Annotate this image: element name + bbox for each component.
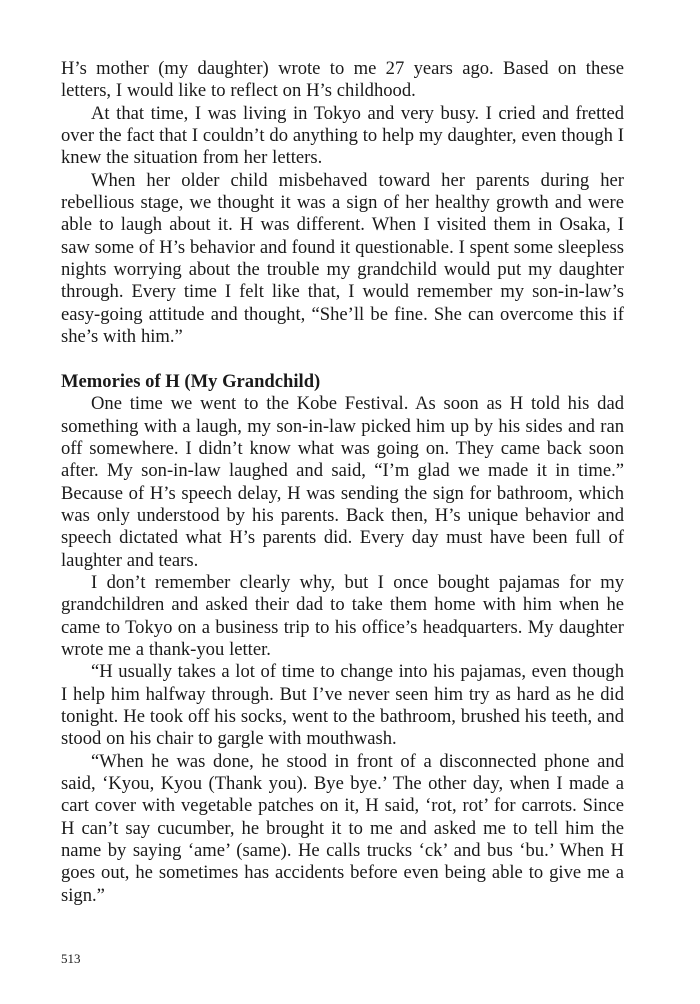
paragraph-intro: H’s mother (my daughter) wrote to me 27 years ago. Based on these letters, I would like to reflect on H’s childhood.	[61, 58, 624, 102]
page-number: 513	[61, 951, 81, 966]
paragraph-letter-quote-1: “H usually takes a lot of time to change into his pajamas, even though I help him halfway through. But I’ve never seen him try as hard as he did tonight. He took off his socks, went to the bathroom, brushed his teeth, and stood on his chair to gargle with mouthwash.	[61, 661, 624, 750]
paragraph-kobe-festival: One time we went to the Kobe Festival. As soon as H told his dad something with a laugh, my son-in-law picked him up by his sides and ran off somewhere. I didn’t know what was going on. They came back soon after. My son-in-law laughed and said, “I’m glad we made it in time.” Because of H’s speech delay, H was sending the sign for bathroom, which was only understood by his parents. Back then, H’s unique behavior and speech dictated what H’s parents did. Every day must have been full of laughter and tears.	[61, 393, 624, 571]
paragraph-rebellious-stage: When her older child misbehaved toward her parents during her rebellious stage, we thought it was a sign of her healthy growth and were able to laugh about it. H was different. When I visited them in Osaka, I saw some of H’s behavior and found it questionable. I spent some sleepless nights worrying about the trouble my grandchild would put my daughter through. Every time I felt like that, I would remember my son-in-law’s easy-going attitude and thought, “She’ll be fine. She can overcome this if she’s with him.”	[61, 169, 624, 348]
paragraph-tokyo: At that time, I was living in Tokyo and very busy. I cried and fretted over the fact that I couldn’t do anything to help my daughter, even though I knew the situation from her letters.	[61, 102, 624, 169]
section-heading: Memories of H (My Grandchild)	[61, 370, 321, 392]
paragraph-pajamas: I don’t remember clearly why, but I once bought pajamas for my grandchildren and asked their dad to take them home with him when he came to Tokyo on a business trip to his office’s headquarters. My daughter wrote me a thank-you letter.	[61, 571, 624, 660]
document-body	[61, 58, 624, 907]
paragraph-letter-quote-2: “When he was done, he stood in front of a disconnected phone and said, ‘Kyou, Kyou (Thank you). Bye bye.’ The other day, when I made a cart cover with vegetable patches on it, H said, ‘rot, rot’ for carrots. Since H can’t say cucumber, he brought it to me and asked me to tell him the name by saying ‘ame’ (same). He calls trucks ‘ck’ and bus ‘bu.’ When H goes out, he sometimes has accidents before even being able to give me a sign.”	[61, 750, 624, 906]
